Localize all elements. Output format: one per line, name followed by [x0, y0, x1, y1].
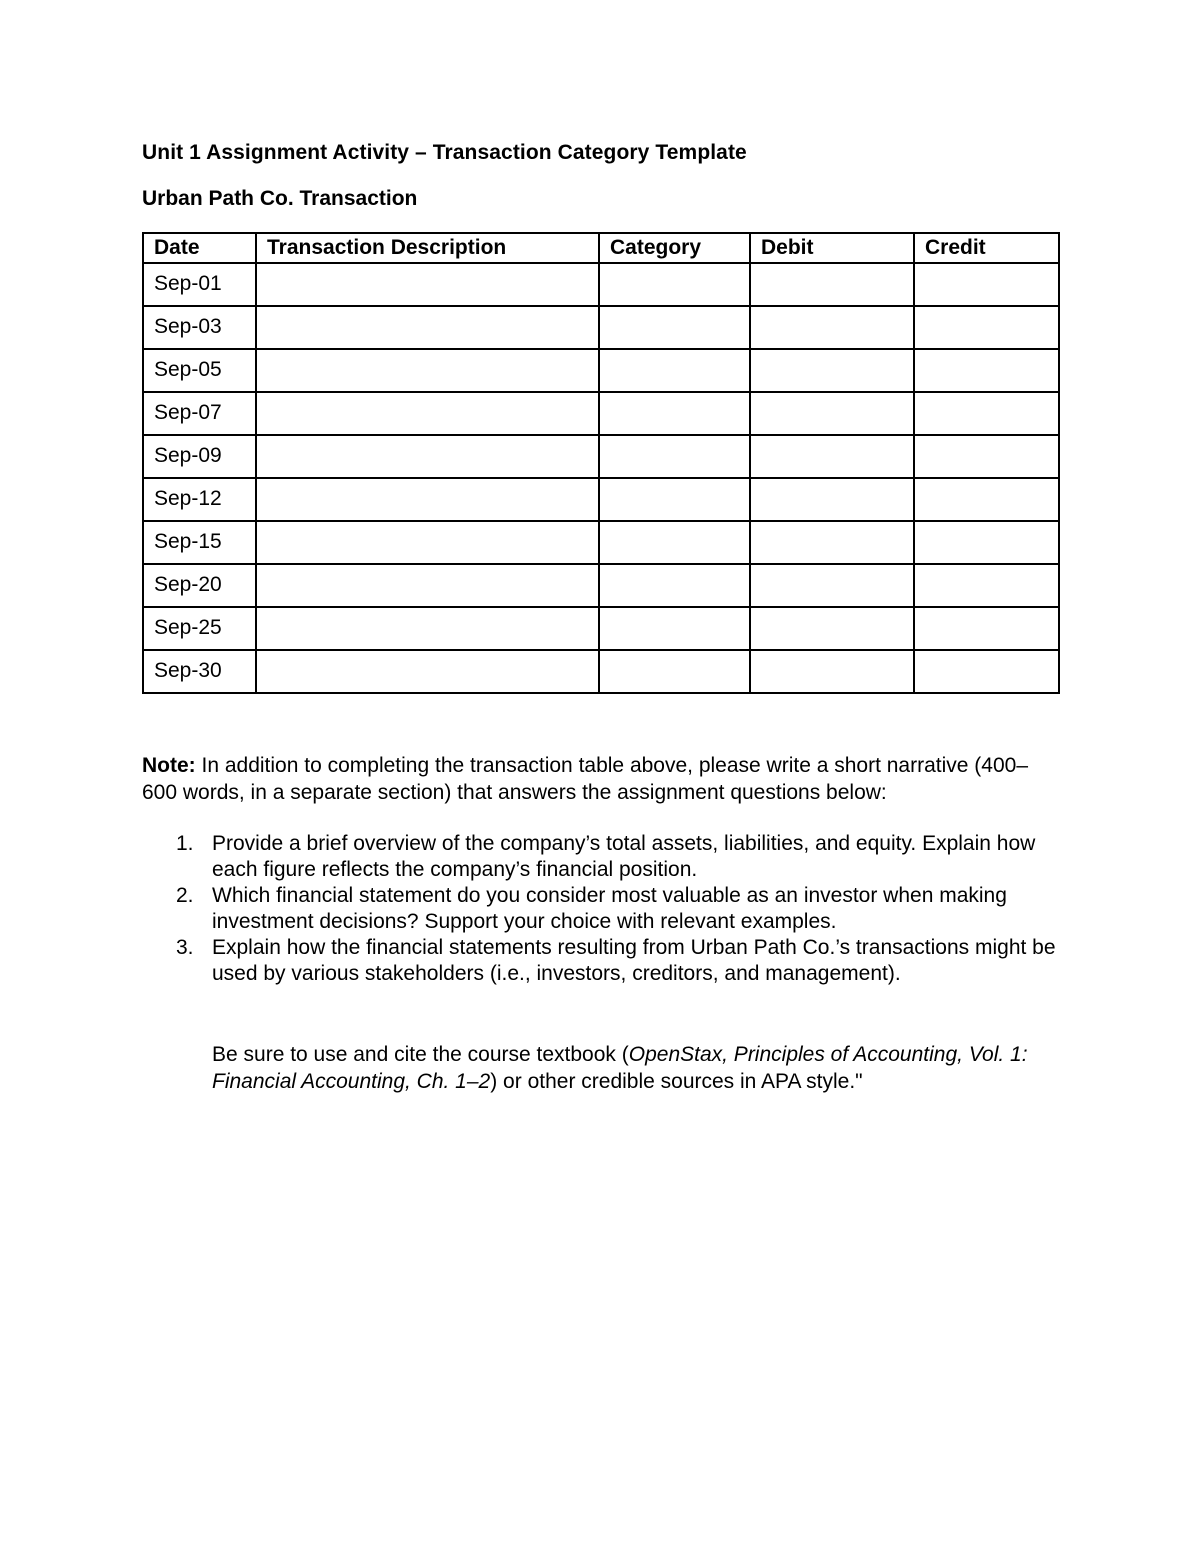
debit-cell[interactable]: [750, 478, 914, 521]
question-text: Which financial statement do you consider most valuable as an investor when making investment decisions? Support your choice with relevant examples.: [212, 884, 1007, 933]
category-cell[interactable]: [599, 392, 750, 435]
description-cell[interactable]: [256, 392, 599, 435]
citation-paragraph: [212, 1041, 1062, 1095]
table-row: [143, 392, 1059, 435]
header-credit: Credit: [914, 233, 1059, 263]
debit-cell[interactable]: [750, 650, 914, 693]
category-cell[interactable]: [599, 478, 750, 521]
description-cell[interactable]: [256, 564, 599, 607]
note-text: In addition to completing the transaction table above, please write a short narrative (400–600 words, in a separate section) that answers the assignment questions below:: [142, 754, 1029, 804]
credit-cell[interactable]: [914, 650, 1059, 693]
description-cell[interactable]: [256, 607, 599, 650]
category-cell[interactable]: [599, 306, 750, 349]
table-row: [143, 650, 1059, 693]
list-item: [142, 935, 1062, 987]
debit-cell[interactable]: [750, 521, 914, 564]
credit-cell[interactable]: [914, 349, 1059, 392]
table-row: [143, 564, 1059, 607]
citation-textbook: OpenStax, Principles of Accounting, Vol. 1: Financial Accounting, Ch. 1–2: [212, 1043, 1028, 1093]
category-cell[interactable]: [599, 263, 750, 306]
category-cell[interactable]: [599, 435, 750, 478]
debit-cell[interactable]: [750, 349, 914, 392]
question-text: Explain how the financial statements resulting from Urban Path Co.’s transactions might be used by various stakeholders (i.e., investors, creditors, and management).: [212, 936, 1056, 985]
debit-cell[interactable]: [750, 435, 914, 478]
note-paragraph: [142, 752, 1062, 806]
date-cell: Sep-03: [143, 306, 256, 349]
credit-cell[interactable]: [914, 435, 1059, 478]
credit-cell[interactable]: [914, 607, 1059, 650]
credit-cell[interactable]: [914, 564, 1059, 607]
table-row: [143, 349, 1059, 392]
date-cell: Sep-20: [143, 564, 256, 607]
date-cell: Sep-12: [143, 478, 256, 521]
date-cell: Sep-09: [143, 435, 256, 478]
question-number: 3.: [176, 936, 194, 959]
description-cell[interactable]: [256, 650, 599, 693]
question-number: 2.: [176, 884, 194, 907]
header-date: Date: [143, 233, 256, 263]
document-title: Unit 1 Assignment Activity – Transaction Category Template: [142, 141, 747, 164]
category-cell[interactable]: [599, 349, 750, 392]
date-cell: Sep-25: [143, 607, 256, 650]
table-row: [143, 263, 1059, 306]
date-cell: Sep-05: [143, 349, 256, 392]
question-text: Provide a brief overview of the company’s total assets, liabilities, and equity. Explain how each figure reflects the company’s financial position.: [212, 832, 1036, 881]
table-row: [143, 478, 1059, 521]
header-category: Category: [599, 233, 750, 263]
date-cell: Sep-15: [143, 521, 256, 564]
description-cell[interactable]: [256, 478, 599, 521]
credit-cell[interactable]: [914, 263, 1059, 306]
description-cell[interactable]: [256, 349, 599, 392]
table-row: [143, 306, 1059, 349]
credit-cell[interactable]: [914, 392, 1059, 435]
category-cell[interactable]: [599, 521, 750, 564]
list-item: [142, 883, 1062, 935]
table-row: [143, 521, 1059, 564]
date-cell: Sep-30: [143, 650, 256, 693]
citation-before: Be sure to use and cite the course textbook (: [212, 1043, 629, 1066]
questions-list: [142, 831, 1062, 987]
description-cell[interactable]: [256, 521, 599, 564]
debit-cell[interactable]: [750, 607, 914, 650]
note-label: Note:: [142, 754, 196, 777]
table-row: [143, 607, 1059, 650]
description-cell[interactable]: [256, 306, 599, 349]
citation-after: ) or other credible sources in APA style.": [490, 1070, 863, 1093]
debit-cell[interactable]: [750, 564, 914, 607]
credit-cell[interactable]: [914, 306, 1059, 349]
description-cell[interactable]: [256, 263, 599, 306]
category-cell[interactable]: [599, 650, 750, 693]
header-description: Transaction Description: [256, 233, 599, 263]
header-debit: Debit: [750, 233, 914, 263]
date-cell: Sep-01: [143, 263, 256, 306]
table-header-row: [143, 233, 1059, 263]
description-cell[interactable]: [256, 435, 599, 478]
category-cell[interactable]: [599, 607, 750, 650]
debit-cell[interactable]: [750, 392, 914, 435]
table-row: [143, 435, 1059, 478]
credit-cell[interactable]: [914, 478, 1059, 521]
date-cell: Sep-07: [143, 392, 256, 435]
category-cell[interactable]: [599, 564, 750, 607]
debit-cell[interactable]: [750, 263, 914, 306]
list-item: [142, 831, 1062, 883]
question-number: 1.: [176, 832, 194, 855]
debit-cell[interactable]: [750, 306, 914, 349]
transaction-table: [142, 232, 1060, 694]
credit-cell[interactable]: [914, 521, 1059, 564]
table-title: Urban Path Co. Transaction: [142, 187, 418, 210]
